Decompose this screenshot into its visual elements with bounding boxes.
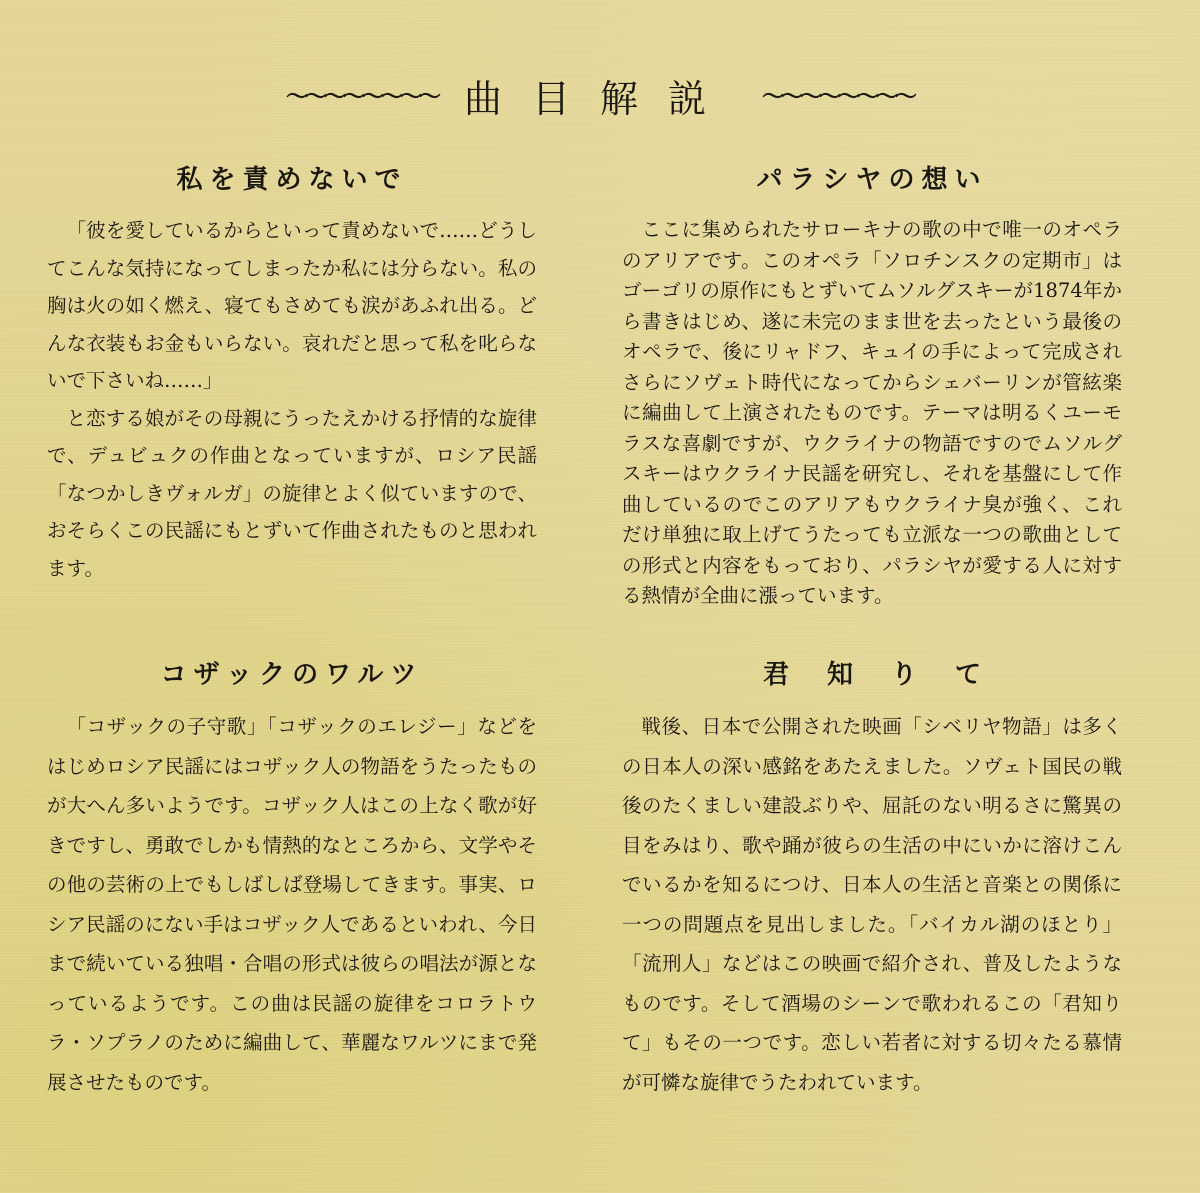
wave-ornament-right: 〜〜〜〜〜〜〜〜 <box>762 85 915 110</box>
section-title: コザックのワルツ <box>160 660 424 690</box>
section-kimi-shirite <box>622 655 1122 1102</box>
section-title: 私を責めないで <box>176 165 408 195</box>
page-header <box>0 68 1200 123</box>
section-watashi-wo-semenaide <box>47 160 537 587</box>
section-title: パラシヤの想い <box>756 165 988 195</box>
section-body <box>47 707 537 1102</box>
section-body <box>622 707 1122 1102</box>
page-title: 曲目解説 <box>463 77 736 121</box>
section-paragraph: 「彼を愛しているからといって責めないで……どうしてこんな気持になってしまったか私には分らない。私の胸は火の如く燃え、寝てもさめても涙があふれ出る。どんな衣装もお金もいらない。哀れだと思って私を叱らないで下さいね……」 <box>47 219 537 392</box>
section-body <box>47 212 537 587</box>
section-cossack-waltz <box>47 655 537 1102</box>
section-parashiya-no-omoi <box>622 160 1122 612</box>
section-title: 君知りて <box>762 660 1019 690</box>
section-paragraph: 戦後、日本で公開された映画「シベリヤ物語」は多くの日本人の深い感銘をあたえました。ソヴェト国民の戦後のたくましい建設ぶりや、屈託のない明るさに驚異の目をみはり、歌や踊が彼らの生活の中にいかに溶けこんでいるかを知るにつけ、日本人の生活と音楽との関係に一つの問題点を見出しました。「バイカル湖のほとり」「流刑人」などはこの映画で紹介され、普及したようなものです。そして酒場のシーンで歌われるこの「君知りて」もその一つです。恋しい若者に対する切々たる慕情が可憐な旋律でうたわれています。 <box>622 715 1122 1094</box>
section-body <box>622 215 1122 612</box>
wave-ornament-left: 〜〜〜〜〜〜〜〜 <box>285 85 438 110</box>
section-paragraph: ここに集められたサローキナの歌の中で唯一のオペラのアリアです。このオペラ「ソロチンスクの定期市」はゴーゴリの原作にもとずいてムソルグスキーが1874年から書きはじめ、遂に未完のまま世を去ったという最後のオペラで、後にリャドフ、キュイの手によって完成されさらにソヴェト時代になってからシェバーリンが管絃楽に編曲して上演されたものです。テーマは明るくユーモラスな喜劇ですが、ウクライナの物語ですのでムソルグスキーはウクライナ民謡を研究し、それを基盤にして作曲しているのでこのアリアもウクライナ臭が強く、これだけ単独に取上げてうたっても立派な一つの歌曲としての形式と内容をもっており、パラシヤが愛する人に対する熱情が全曲に漲っています。 <box>622 218 1122 607</box>
section-paragraph: 「コザックの子守歌」「コザックのエレジー」などをはじめロシア民謡にはコザック人の物語をうたったものが大へん多いようです。コザック人はこの上なく歌が好きですし、勇敢でしかも情熱的なところから、文学やその他の芸術の上でもしばしば登場してきます。事実、ロシア民謡のにない手はコザック人であるといわれ、今日まで続いている独唱・合唱の形式は彼らの唱法が源となっているようです。この曲は民謡の旋律をコロラトウラ・ソプラノのために編曲して、華麗なワルツにまで発展させたものです。 <box>47 715 537 1094</box>
section-paragraph: と恋する娘がその母親にうったえかける抒情的な旋律で、デュビュクの作曲となっていますが、ロシア民謡「なつかしきヴォルガ」の旋律とよく似ていますので、おそらくこの民謡にもとずいて作曲されたものと思われます。 <box>47 406 537 580</box>
